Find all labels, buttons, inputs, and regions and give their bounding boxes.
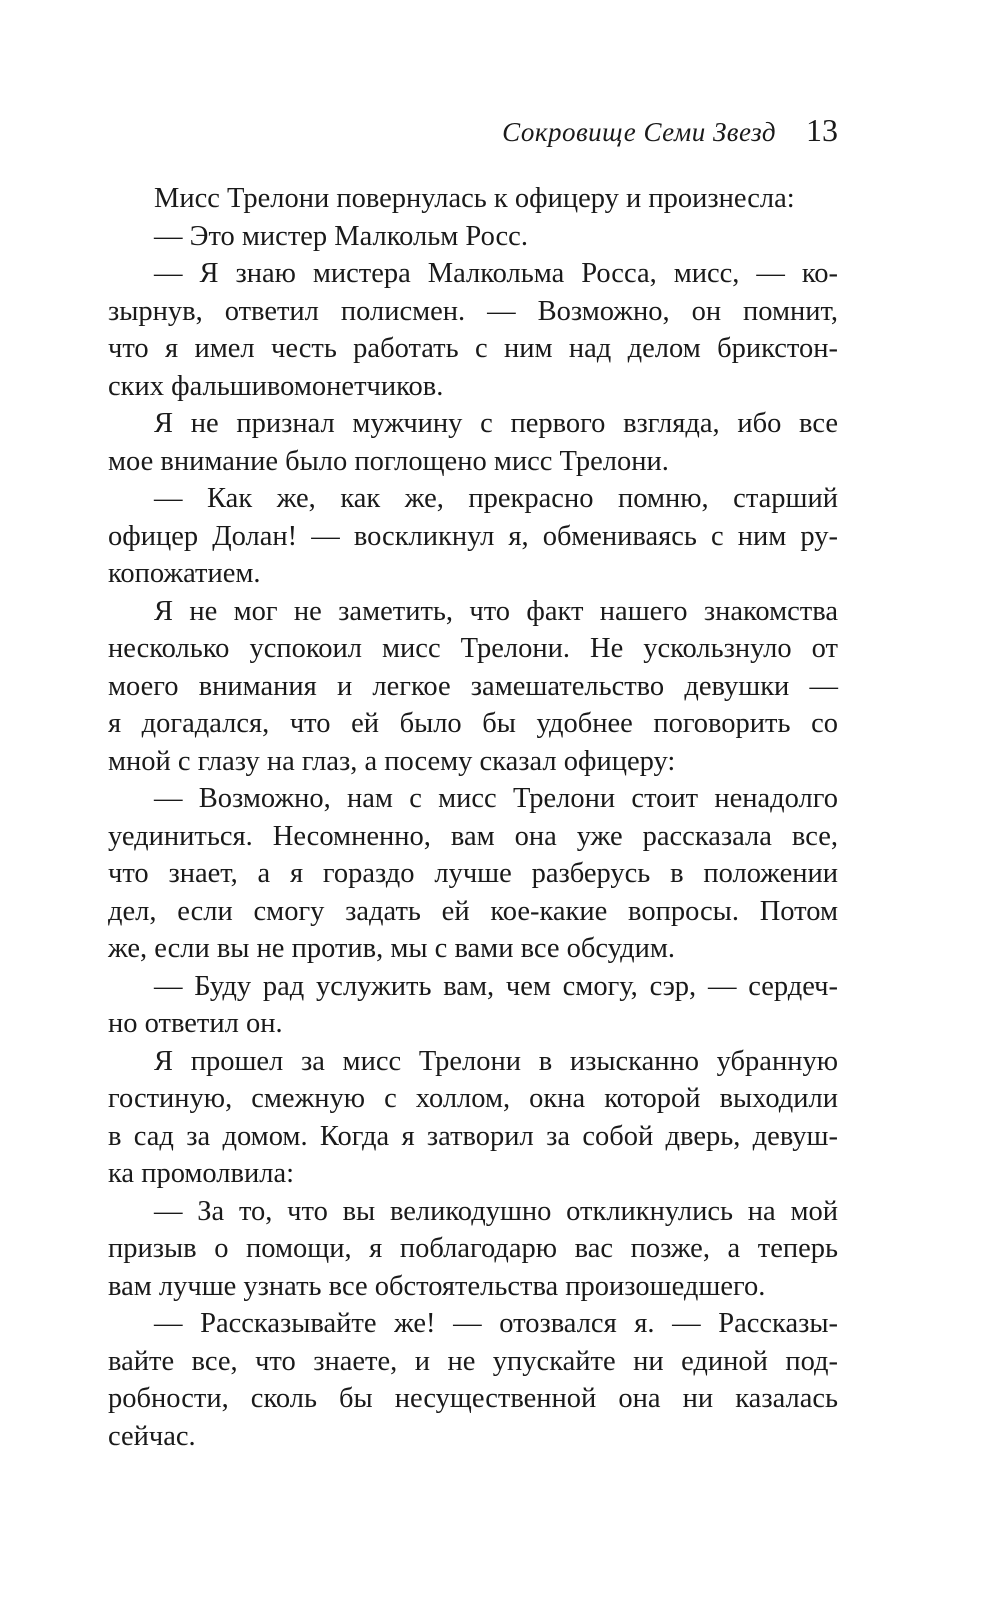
page-number: 13 xyxy=(806,112,838,148)
text-line: Я не мог не заметить, что факт нашего знакомства xyxy=(154,595,838,627)
text-line: — Возможно, нам с мисс Трелони стоит ненадолго xyxy=(154,783,838,814)
text-line: призыв о помощи, я поблагодарю вас позже, а теперь xyxy=(108,1233,838,1264)
text-line: гостиную, смежную с холлом, окна которой выходили xyxy=(108,1083,838,1114)
text-line: офицер Долан! — воскликнул я, обмениваясь с ним ру- xyxy=(108,520,838,552)
text-line: робности, сколь бы несущественной она ни казалась xyxy=(108,1383,838,1414)
text-line: дел, если смогу задать ей кое-какие вопросы. Потом xyxy=(108,895,838,927)
text-line: моего внимания и легкое замешательство девушки — xyxy=(108,670,838,702)
text-line: что я имел честь работать с ним над делом брикстон- xyxy=(108,333,838,364)
text-line: — Это мистер Малкольм Росс. xyxy=(154,220,528,252)
text-line: несколько успокоил мисс Трелони. Не ускользнуло от xyxy=(108,633,838,664)
text-line: ских фальшивомонетчиков. xyxy=(108,370,444,402)
text-line: — Я знаю мистера Малкольма Росса, мисс, — ко- xyxy=(154,258,838,289)
text-line: копожатием. xyxy=(108,558,261,589)
text-line: но ответил он. xyxy=(108,1008,283,1039)
text-line: Я не признал мужчину с первого взгляда, ибо все xyxy=(154,408,838,439)
text-line: в сад за домом. Когда я затворил за собой дверь, девуш- xyxy=(108,1120,838,1152)
running-title: Сокровище Семи Звезд xyxy=(502,117,776,147)
text-line: же, если вы не против, мы с вами все обсудим. xyxy=(108,933,676,964)
text-line: я догадался, что ей было бы удобнее поговорить со xyxy=(108,708,838,739)
text-line: вайте все, что знаете, и не упускайте ни единой под- xyxy=(108,1345,838,1377)
text-line: Мисс Трелони повернулась к офицеру и произнесла: xyxy=(154,183,795,214)
text-line: зырнув, ответил полисмен. — Возможно, он помнит, xyxy=(108,295,838,327)
text-line: — Рассказывайте же! — отозвался я. — Рассказы- xyxy=(154,1308,838,1339)
body-text xyxy=(108,180,838,1455)
text-line: что знает, а я гораздо лучше разберусь в положении xyxy=(108,858,838,889)
text-line: Я прошел за мисс Трелони в изысканно убранную xyxy=(154,1045,838,1077)
text-line: — За то, что вы великодушно откликнулись на мой xyxy=(154,1195,838,1227)
text-line: — Буду рад услужить вам, чем смогу, сэр, — сердеч- xyxy=(154,970,838,1002)
text-line: ка промолвила: xyxy=(108,1158,295,1189)
text-line: сейчас. xyxy=(108,1420,196,1452)
text-line: вам лучше узнать все обстоятельства произошедшего. xyxy=(108,1270,766,1302)
text-line: мной с глазу на глаз, а посему сказал офицеру: xyxy=(108,745,676,777)
running-head xyxy=(108,112,838,149)
text-line: мое внимание было поглощено мисс Трелони. xyxy=(108,445,669,477)
text-line: — Как же, как же, прекрасно помню, старший xyxy=(154,483,838,514)
text-line: уединиться. Несомненно, вам она уже рассказала все, xyxy=(108,820,838,852)
